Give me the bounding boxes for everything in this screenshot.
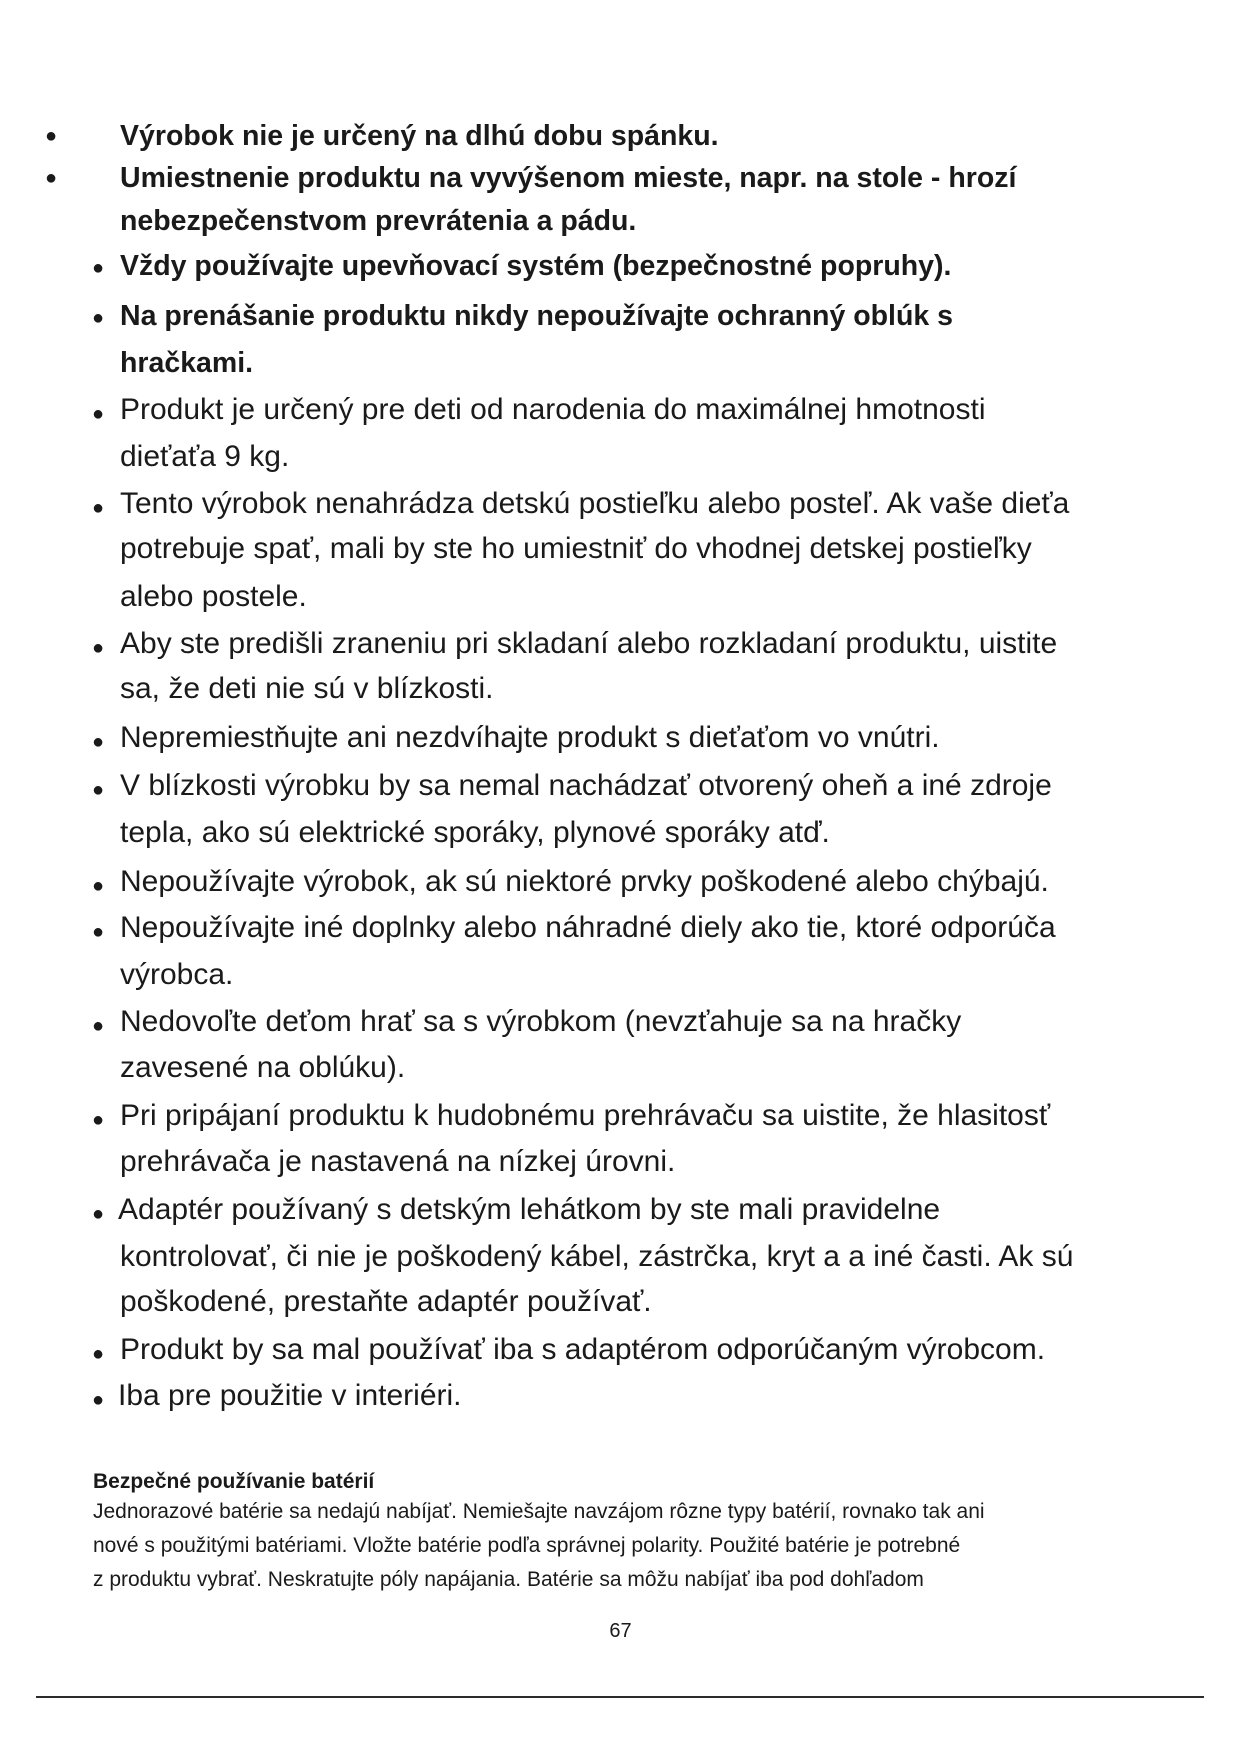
bold-item-2-line-1: Umiestnenie produktu na vyvýšenom mieste, napr. na stole - hrozí <box>120 162 1017 194</box>
bullet-icon: ● <box>92 779 105 801</box>
bold-item-1-line-1: Výrobok nie je určený na dlhú dobu spánku. <box>120 120 719 152</box>
item-8-line-1: Nedovoľte deťom hrať sa s výrobkom (nevzťahuje sa na hračky <box>120 1005 962 1038</box>
bullet-icon: ● <box>92 637 105 659</box>
bullet-icon: ● <box>45 167 58 189</box>
item-10-line-1: Adaptér používaný s detským lehátkom by ste mali pravidelne <box>118 1193 941 1226</box>
battery-paragraph-line-3: z produktu vybrať. Neskratujte póly napájania. Batérie sa môžu nabíjať iba pod dohľadom <box>93 1568 924 1591</box>
bold-item-3-line-1: Vždy používajte upevňovací systém (bezpečnostné popruhy). <box>120 250 952 282</box>
item-1-line-1: Produkt je určený pre deti od narodenia do maximálnej hmotnosti <box>120 393 986 426</box>
item-10-line-3: poškodené, prestaňte adaptér používať. <box>120 1285 652 1318</box>
bold-item-2-line-2: nebezpečenstvom prevrátenia a pádu. <box>120 205 637 237</box>
item-9-line-1: Pri pripájaní produktu k hudobnému prehrávaču sa uistite, že hlasitosť <box>120 1099 1051 1132</box>
bullet-icon: ● <box>92 1389 105 1411</box>
bullet-icon: ● <box>92 1015 105 1037</box>
footer-divider <box>36 1696 1204 1698</box>
section-heading: Bezpečné používanie batérií <box>93 1470 375 1493</box>
bullet-icon: ● <box>92 257 105 279</box>
bullet-icon: ● <box>92 731 105 753</box>
bold-item-4-line-1: Na prenášanie produktu nikdy nepoužívajte ochranný oblúk s <box>120 300 953 332</box>
item-1-line-2: dieťaťa 9 kg. <box>120 440 290 473</box>
item-7-line-2: výrobca. <box>120 958 234 991</box>
item-8-line-2: zavesené na oblúku). <box>120 1051 406 1084</box>
item-9-line-2: prehrávača je nastavená na nízkej úrovni. <box>120 1145 676 1178</box>
item-5-line-1: V blízkosti výrobku by sa nemal nachádzať otvorený oheň a iné zdroje <box>120 769 1052 802</box>
battery-paragraph-line-2: nové s použitými batériami. Vložte batérie podľa správnej polarity. Použité batérie je potrebné <box>93 1534 961 1557</box>
item-10-line-2: kontrolovať, či nie je poškodený kábel, zástrčka, kryt a a iné časti. Ak sú <box>120 1240 1074 1273</box>
item-3-line-2: sa, že deti nie sú v blízkosti. <box>120 672 494 705</box>
bullet-icon: ● <box>92 875 105 897</box>
item-2-line-1: Tento výrobok nenahrádza detskú postieľku alebo posteľ. Ak vaše dieťa <box>120 487 1070 520</box>
bullet-icon: ● <box>92 921 105 943</box>
bullet-icon: ● <box>92 403 105 425</box>
item-5-line-2: tepla, ako sú elektrické sporáky, plynové sporáky atď. <box>120 816 830 849</box>
bold-item-4-line-2: hračkami. <box>120 347 254 379</box>
bullet-icon: ● <box>92 1203 105 1225</box>
item-2-line-2: potrebuje spať, mali by ste ho umiestniť do vhodnej detskej postieľky <box>120 532 1032 565</box>
item-2-line-3: alebo postele. <box>120 580 307 613</box>
item-4-line-1: Nepremiestňujte ani nezdvíhajte produkt s dieťaťom vo vnútri. <box>120 721 940 754</box>
page-number: 67 <box>609 1620 632 1642</box>
bullet-icon: ● <box>92 1343 105 1365</box>
item-3-line-1: Aby ste predišli zraneniu pri skladaní alebo rozkladaní produktu, uistite <box>120 627 1058 660</box>
item-12-line-1: Iba pre použitie v interiéri. <box>118 1379 462 1412</box>
bullet-icon: ● <box>92 1109 105 1131</box>
bullet-icon: ● <box>92 307 105 329</box>
battery-paragraph-line-1: Jednorazové batérie sa nedajú nabíjať. Nemiešajte navzájom rôzne typy batérií, rovnako tak ani <box>93 1500 985 1523</box>
item-7-line-1: Nepoužívajte iné doplnky alebo náhradné diely ako tie, ktoré odporúča <box>120 911 1056 944</box>
bullet-icon: ● <box>45 125 58 147</box>
item-6-line-1: Nepoužívajte výrobok, ak sú niektoré prvky poškodené alebo chýbajú. <box>120 865 1049 898</box>
bullet-icon: ● <box>92 497 105 519</box>
item-11-line-1: Produkt by sa mal používať iba s adaptérom odporúčaným výrobcom. <box>120 1333 1046 1366</box>
